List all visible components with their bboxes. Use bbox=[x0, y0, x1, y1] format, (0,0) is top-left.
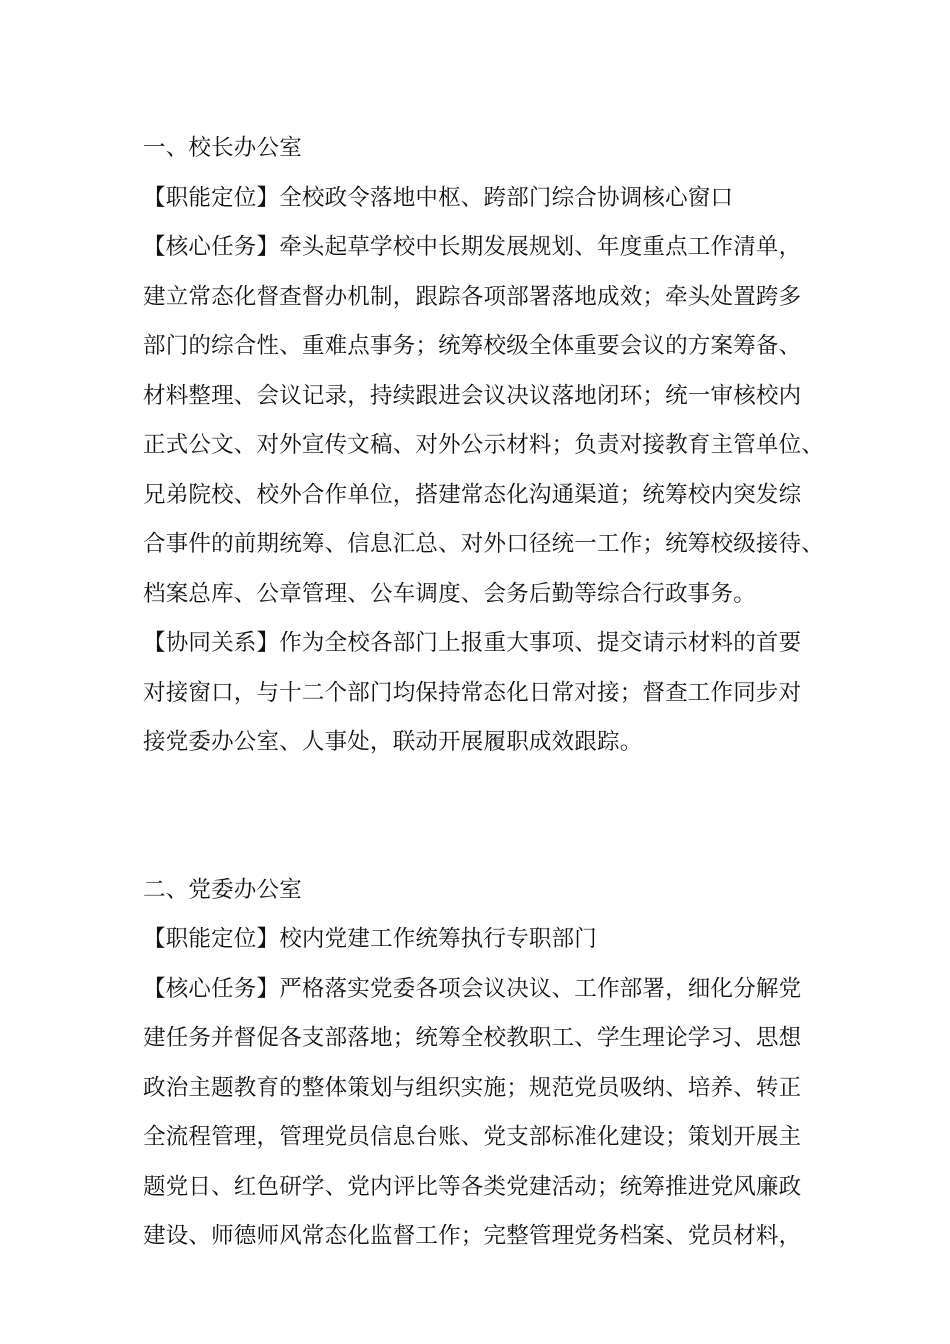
core-task-line: 正式公文、对外宣传文稿、对外公示材料；负责对接教育主管单位、 bbox=[143, 432, 825, 458]
function-position-line bbox=[143, 915, 833, 965]
section-spacer bbox=[143, 768, 833, 866]
core-task-line: 兄弟院校、校外合作单位，搭建常态化沟通渠道；统筹校内突发综 bbox=[143, 481, 802, 508]
core-task-line: 部门的综合性、重难点事务；统筹校级全体重要会议的方案筹备、 bbox=[143, 333, 802, 359]
section-title-party-office: 二、党委办公室 bbox=[143, 876, 302, 903]
core-task-line: 材料整理、会议记录，持续跟进会议决议落地闭环；统一审核校内 bbox=[143, 382, 802, 409]
core-task-line: 建立常态化督查督办机制，跟踪各项部署落地成效；牵头处置跨多 bbox=[143, 283, 802, 310]
core-task-line: 全流程管理，管理党员信息台账、党支部标准化建设；策划开展主 bbox=[143, 1124, 802, 1150]
core-task-line: 建设、师德师风常态化监督工作；完整管理党务档案、党员材料， bbox=[143, 1223, 802, 1249]
function-position-label: 【职能定位】 bbox=[143, 184, 280, 211]
core-task-line: 合事件的前期统筹、信息汇总、对外口径统一工作；统筹校级接待、 bbox=[143, 531, 825, 557]
core-task-line: 题党日、红色研学、党内评比等各类党建活动；统筹推进党风廉政 bbox=[143, 1173, 802, 1200]
section-title-principal-office: 一、校长办公室 bbox=[143, 135, 302, 161]
document-body bbox=[143, 124, 833, 1262]
function-position-text: 校内党建工作统筹执行专职部门 bbox=[279, 926, 598, 952]
function-position-line bbox=[143, 174, 833, 224]
coop-relation-line: 对接窗口，与十二个部门均保持常态化日常对接；督查工作同步对 bbox=[143, 679, 802, 706]
function-position-text: 全校政令落地中枢、跨部门综合协调核心窗口 bbox=[279, 184, 734, 211]
core-task-line: 【核心任务】严格落实党委各项会议决议、工作部署，细化分解党 bbox=[143, 975, 802, 1002]
core-task-line: 政治主题教育的整体策划与组织实施；规范党员吸纳、培养、转正 bbox=[143, 1074, 802, 1101]
coop-relation-line: 【协同关系】作为全校各部门上报重大事项、提交请示材料的首要 bbox=[143, 630, 802, 656]
core-task-line: 【核心任务】牵头起草学校中长期发展规划、年度重点工作清单， bbox=[143, 234, 802, 260]
core-task-line: 建任务并督促各支部落地；统筹全校教职工、学生理论学习、思想 bbox=[143, 1025, 802, 1051]
coop-relation-line: 接党委办公室、人事处，联动开展履职成效跟踪。 bbox=[143, 729, 643, 755]
core-task-line: 档案总库、公章管理、公车调度、会务后勤等综合行政事务。 bbox=[143, 580, 756, 607]
function-position-label: 【职能定位】 bbox=[143, 926, 280, 952]
